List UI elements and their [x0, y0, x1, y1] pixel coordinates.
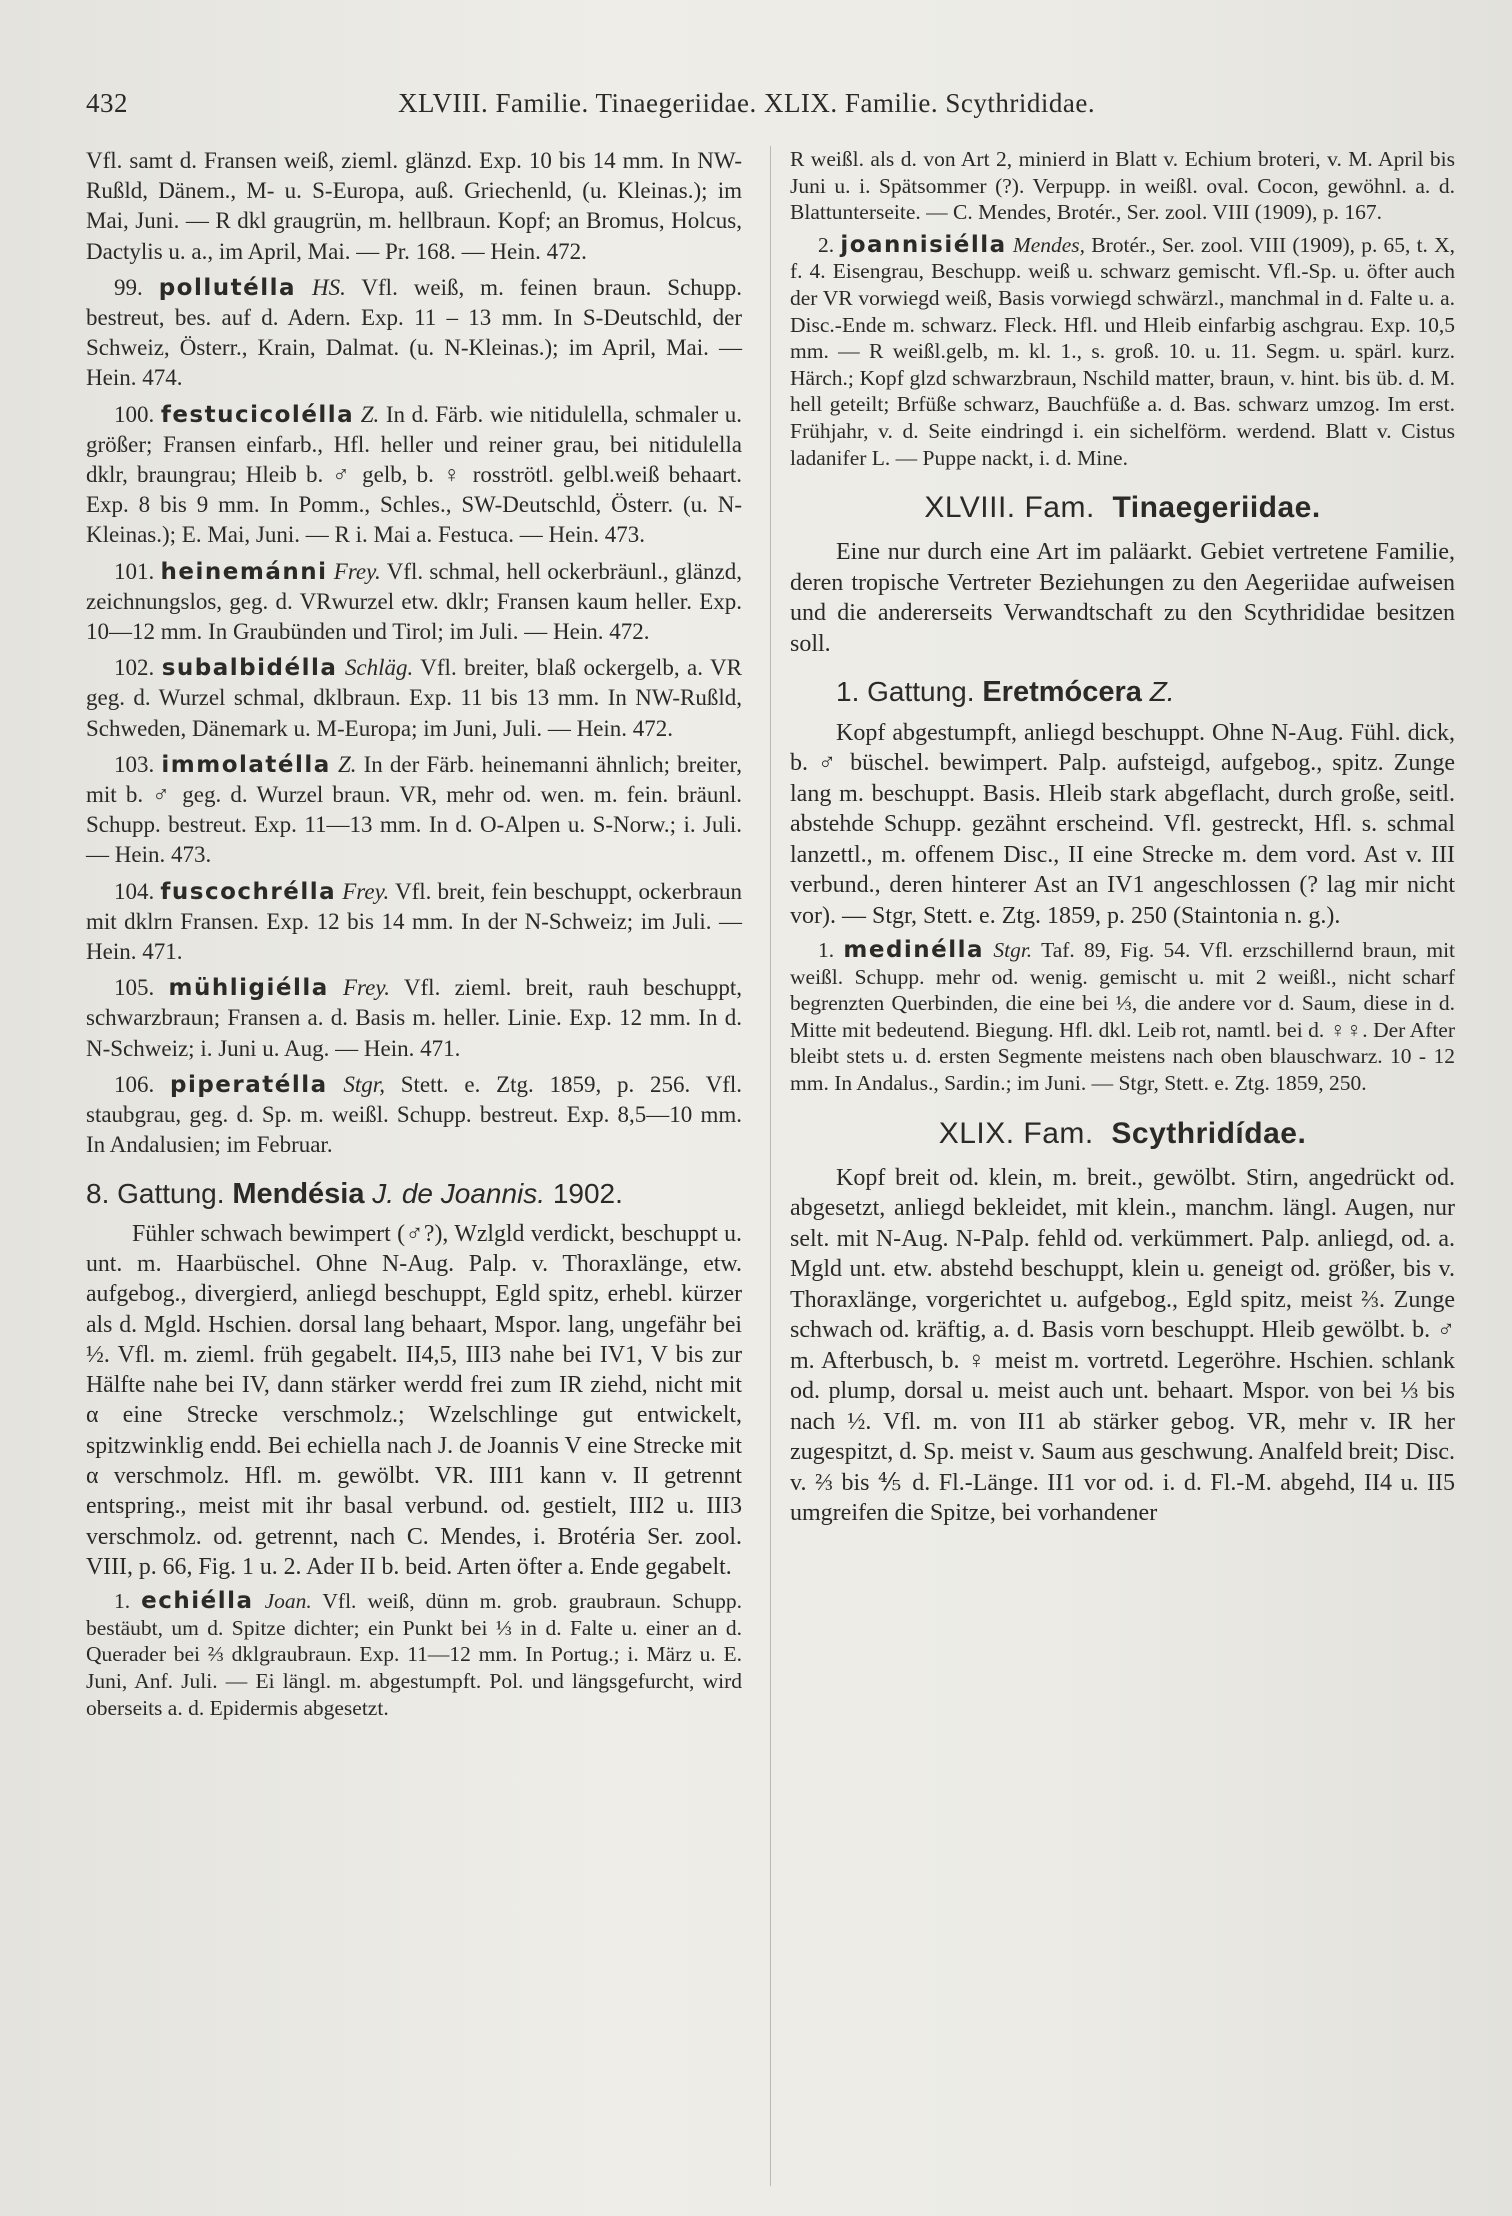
- species-author: Z.: [360, 401, 380, 427]
- running-title: XLVIII. Familie. Tinaegeriidae. XLIX. Familie. Scythrididae.: [398, 88, 1096, 118]
- species-name: echiélla: [141, 1588, 254, 1615]
- species-author: Z.: [337, 751, 357, 777]
- page-header: [86, 88, 1466, 128]
- species-author: Joan.: [264, 1589, 312, 1614]
- species-author: Stgr,: [343, 1071, 385, 1097]
- species-author: Stgr.: [993, 938, 1033, 963]
- species-entry-joannisiella: 2. joannisiélla Mendes, Brotér., Ser. zool. VIII (1909), p. 65, t. X, f. 4. Eisengrau, Beschupp. weiß u. schwarz gemischt. Vfl.-Sp. u. öfter auch der VR vorwiegd weiß, Basis vorwiegd schwärzl., manchmal in d. Falte u. a. Disc.-Ende m. schwarz. Fleck. Hfl. und Hleib einfarbig aschgrau. Exp. 10,5 mm. — R weißl.gelb, m. kl. 1., s. groß. 10. u. 11. Segm. u. spärl. kurz. Härch.; Kopf glzd schwarzbraun, Nschild matter, braun, v. hint. bis üb. d. M. hell geteilt; Brfüße schwarz, Bauchfüße a. d. Bas. schwarz umzog. Im erst. Frühjahr, v. d. Seite eindringd i. ein sichelförm. werdend. Blatt v. Cistus ladanifer L. — Puppe nackt, i. d. Mine.: [790, 231, 1456, 470]
- family-name: Tinaegeriidae.: [1112, 491, 1321, 525]
- genus-heading-eretmocera: 1. Gattung. Eretmócera Z.: [836, 676, 1175, 709]
- species-entry-99: 99. pollutélla HS. Vfl. weiß, m. feinen braun. Schupp. bestreut, bes. auf d. Adern. Exp. 11 – 13 mm. In S-Deutschld, der Schweiz, Österr., Krain, Dalmat. (u. N-Kleinas.); im April, Mai. — Hein. 474.: [86, 274, 743, 391]
- family-description: Eine nur durch eine Art im paläarkt. Gebiet vertretene Familie, deren tropische Vertreter Beziehungen zu den Aegeriidae aufweisen und die andererseits Verwandtschaft zu den Scythrididae besitzen soll.: [790, 539, 1455, 657]
- species-author: Frey.: [343, 975, 391, 1001]
- species-name: festucicolélla: [160, 401, 355, 428]
- species-name: immolatélla: [161, 751, 331, 778]
- species-name: fuscochrélla: [160, 878, 337, 905]
- right-column: [790, 146, 1455, 1535]
- species-author: Schläg.: [344, 655, 414, 681]
- species-entry-103: 103. immolatélla Z. In der Färb. heinemanni ähnlich; breiter, mit b. ♂ geg. d. Wurzel braun. VR, mehr od. wen. m. fein. bräunl. Schupp. bestreut. Exp. 11—13 mm. In d. O-Alpen u. S-Norw.; i. Juli. — Hein. 473.: [86, 751, 742, 868]
- family-heading-tinaegeriidae: XLVIII. Fam. Tinaegeriidae.: [924, 491, 1321, 525]
- species-entry-echiella: 1. echiélla Joan. Vfl. weiß, dünn m. grob. graubraun. Schupp. bestäubt, um d. Spitze dichter; ein Punkt bei ⅓ in d. Falte u. einer an d. Querader bei ⅔ dklgraubraun. Exp. 11—12 mm. In Portug.; i. März u. E. Juni, Anf. Juli. — Ei längl. m. abgestumpft. Pol. und längsgefurcht, wird oberseits a. d. Epidermis abgesetzt.: [86, 1588, 743, 1720]
- species-entry-106: 106. piperatélla Stgr, Stett. e. Ztg. 1859, p. 256. Vfl. staubgrau, geg. d. Sp. m. weißl. Schupp. bestreut. Exp. 8,5—10 mm. In Andalusien; im Februar.: [86, 1071, 743, 1158]
- continued-paragraph: R weißl. als d. von Art 2, minierd in Blatt v. Echium broteri, v. M. April bis Juni u. i. Spätsommer (?). Verpupp. in weißl. oval. Cocon, gewöhnl. a. d. Blattunterseite. — C. Mendes, Brotér., Ser. zool. VIII (1909), p. 167.: [790, 147, 1455, 225]
- species-name: piperatélla: [170, 1071, 328, 1098]
- species-name: pollutélla: [158, 274, 297, 301]
- genus-heading-mendesia: 8. Gattung. Mendésia J. de Joannis. 1902.: [86, 1177, 623, 1210]
- genus-name: Mendésia: [232, 1177, 365, 1210]
- species-entry-105: 105. mühligiélla Frey. Vfl. zieml. breit, rauh beschuppt, schwarzbraun; Fransen a. d. Basis m. heller. Linie. Exp. 12 mm. In d. N-Schweiz; i. Juni u. Aug. — Hein. 471.: [86, 975, 742, 1061]
- species-entry-100: 100. festucicolélla Z. In d. Färb. wie nitidulella, schmaler u. größer; Fransen einfarb., Hfl. heller und reiner grau, bei nitidulella dklr, braungrau; Hleib b. ♂ gelb, b. ♀ rosströtl. gelbl.weiß behaart. Exp. 8 bis 9 mm. In Pomm., Schles., SW-Deutschld, Österr. (u. N-Kleinas.); E. Mai, Juni. — R i. Mai a. Festuca. — Hein. 473.: [86, 401, 743, 548]
- genus-description: Fühler schwach bewimpert (♂?), Wzlgld verdickt, beschuppt u. unt. m. Haarbüschel. Ohne N-Aug. Palp. v. Thoraxlänge, etw. aufgebog., divergierd, anliegd beschuppt, Egld spitz, erhebl. kürzer als d. Mgld. Hschien. dorsal lang behaart, Mspor. lang, ungefähr bei ½. Vfl. m. zieml. früh gegabelt. II4,5, III3 nahe bei IV1, V bis zur Hälfte nahe bei IV, dann stärker werdd frei zum IR ziehd, nicht mit α eine Strecke verschmolz.; Wzelschlinge gut entwickelt, spitzwinklig endd. Bei echiella nach J. de Joannis V eine Strecke mit α verschmolz. Hfl. m. gewölbt. VR. III1 kann v. II getrennt entspring., meist mit ihr basal verbund. od. gestielt, III2 u. III3 verschmolz. od. getrennt, nach C. Mendes, i. Brotéria Ser. zool. VIII, p. 66, Fig. 1 u. 2. Ader II b. beid. Arten öfter a. Ende gegabelt.: [86, 1220, 742, 1580]
- continued-paragraph: Vfl. samt d. Fransen weiß, zieml. glänzd. Exp. 10 bis 14 mm. In NW-Rußld, Dänem., M- u. S-Europa, auß. Griechenld, (u. Kleinas.); im Mai, Juni. — R dkl graugrün, m. hellbraun. Kopf; an Bromus, Holcus, Dactylis u. a., im April, Mai. — Pr. 168. — Hein. 472.: [86, 148, 742, 264]
- species-author: Frey.: [342, 878, 390, 904]
- species-name: subalbidélla: [161, 655, 338, 682]
- species-name: mühligiélla: [168, 975, 329, 1002]
- species-name: joannisiélla: [840, 231, 1007, 258]
- genus-name: Eretmócera: [982, 676, 1142, 709]
- family-name: Scythridídae.: [1111, 1116, 1307, 1150]
- species-name: heinemánni: [160, 558, 328, 585]
- family-description: Kopf breit od. klein, m. breit., gewölbt. Stirn, angedrückt od. abgesetzt, anliegd bekleidet, mit klein., manchm. längl. Augen, nur selt. mit N-Aug. N-Palp. fehld od. verkümmert. Palp. anliegd, od. a. Mgld unt. etw. abstehd beschuppt, klein u. geneigt od. größer, bis v. Thoraxlänge, vorgerichtet u. aufgebog., Egld spitz, meist ⅔. Zunge schwach od. kräftig, a. d. Basis vorn beschuppt. Hleib gewölbt. b. ♂ m. Afterbusch, b. ♀ meist m. vortretd. Legeröhre. Hschien. schlank od. plump, dorsal u. meist auch unt. behaart. Mspor. von bei ⅓ bis nach ½. Vfl. m. von II1 ab stärker gebog. VR, mehr v. IR her zugespitzt, d. Sp. meist v. Saum aus geschwung. Analfeld breit; Disc. v. ⅔ bis ⅘ d. Fl.-Länge. II1 vor od. i. d. Fl.-M. abgehd, II4 u. II5 umgreifen die Spitze, bei vorhandener: [790, 1164, 1456, 1527]
- column-divider: [770, 146, 771, 2186]
- species-author: HS.: [311, 274, 346, 300]
- species-author: Frey.: [333, 558, 381, 584]
- species-entry-medinella: 1. medinélla Stgr. Taf. 89, Fig. 54. Vfl. erzschillernd braun, mit weißl. Schupp. mehr od. wenig. gemischt u. mit 2 weißl., nicht scharf begrenzten Querbinden, die eine bei ⅓, die andere vor d. Saum, diese in d. Mitte mit bedeutend. Biegung. Hfl. dkl. Leib rot, namtl. bei d. ♀♀. Der After bleibt stets u. d. ersten Segmente meistens nach oben blauschwarz. 10 - 12 mm. In Andalus., Sardin.; im Juni. — Stgr, Stett. e. Ztg. 1859, 250.: [790, 937, 1456, 1095]
- genus-description: Kopf abgestumpft, anliegd beschuppt. Ohne N-Aug. Fühl. dick, b. ♂ büschel. bewimpert. Palp. aufsteigd, aufgebog., spitz. Zunge lang m. beschuppt. Basis. Hleib stark abgeflacht, durch große, seitl. abstehde Schupp. gezähnt erscheind. Vfl. gestreckt, Hfl. s. schmal lanzettl., m. offenem Disc., II eine Strecke m. dem vord. Ast v. III verbund., deren hinterer Ast an IV1 angeschlossen (? lag mir nicht vor). — Stgr, Stett. e. Ztg. 1859, p. 250 (Staintonia n. g.).: [790, 719, 1455, 929]
- species-entry-104: 104. fuscochrélla Frey. Vfl. breit, fein beschuppt, ockerbraun mit dklrn Fransen. Exp. 12 bis 14 mm. In der N-Schweiz; im Juli. — Hein. 471.: [86, 878, 742, 965]
- species-author: Mendes,: [1012, 232, 1086, 257]
- species-entry-101: 101. heinemánni Frey. Vfl. schmal, hell ockerbräunl., glänzd, zeichnungslos, geg. d. VRwurzel etw. dklr; Fransen kaum heller. Exp. 10—12 mm. In Graubünden und Tirol; im Juli. — Hein. 472.: [86, 558, 742, 645]
- species-entry-102: 102. subalbidélla Schläg. Vfl. breiter, blaß ockergelb, a. VR geg. d. Wurzel schmal, dklbraun. Exp. 11 bis 13 mm. In NW-Rußld, Schweden, Dänemark u. M-Europa; im Juni, Juli. — Hein. 472.: [86, 655, 743, 741]
- page-number: 432: [86, 88, 128, 118]
- species-name: medinélla: [843, 937, 985, 964]
- left-column: [86, 146, 742, 1727]
- family-heading-scythrididae: XLIX. Fam. Scythridídae.: [938, 1116, 1307, 1150]
